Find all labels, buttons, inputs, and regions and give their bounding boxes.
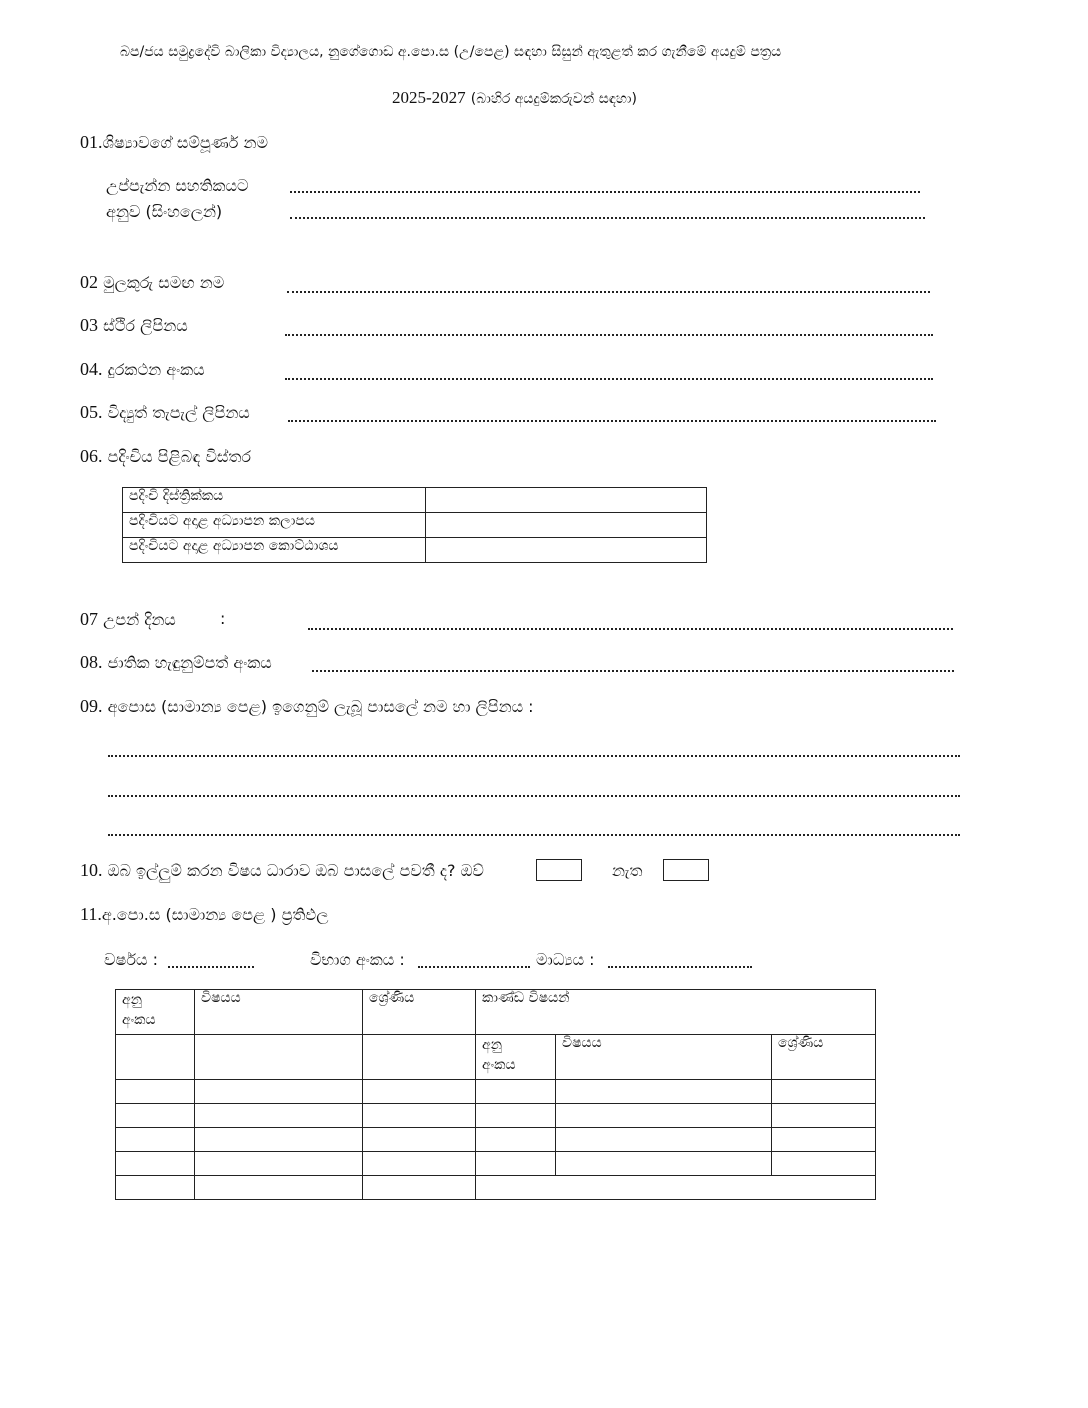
q03-number: 03 — [80, 315, 98, 335]
table-row — [116, 1152, 876, 1176]
table-cell[interactable] — [363, 1176, 476, 1200]
full-name-line-2[interactable] — [290, 217, 925, 219]
table-cell[interactable] — [116, 1176, 195, 1200]
q09-heading — [80, 696, 534, 717]
permanent-address-line[interactable] — [285, 334, 933, 336]
table-cell[interactable] — [772, 1104, 876, 1128]
table-cell[interactable] — [476, 1104, 556, 1128]
table-cell[interactable] — [195, 1035, 363, 1080]
q01-sub-label-2: අනුව (සිංහලෙන්) — [106, 202, 223, 221]
table-cell[interactable] — [556, 1128, 772, 1152]
table-cell[interactable] — [195, 1080, 363, 1104]
q09-number: 09. — [80, 696, 103, 716]
table-cell[interactable] — [195, 1176, 363, 1200]
residence-district-label: පදිංචි දිස්ත්‍රික්කය — [123, 488, 426, 513]
q02-label: මුලකුරු සමඟ නම — [103, 273, 225, 292]
nic-number-line[interactable] — [312, 670, 954, 672]
table-cell[interactable] — [363, 1104, 476, 1128]
q10-label: ඔබ ඉල්ලුම් කරන විෂය ධාරාව ඔබ පාසලේ පවතී ද? ඔව් — [107, 861, 484, 880]
table-cell[interactable] — [556, 1104, 772, 1128]
table-cell[interactable] — [116, 1128, 195, 1152]
table-cell[interactable] — [363, 1035, 476, 1080]
q05-label: විද්‍යුත් තැපැල් ලිපිනය — [107, 403, 250, 422]
col-grade-header: ශ්‍රේණිය — [363, 990, 476, 1035]
q04-number: 04. — [80, 359, 103, 379]
exam-medium-field[interactable] — [608, 966, 752, 968]
table-cell[interactable] — [116, 1080, 195, 1104]
phone-number-line[interactable] — [285, 378, 933, 380]
q07-colon: : — [220, 609, 226, 628]
q07-number: 07 — [80, 609, 98, 629]
q07-heading — [80, 609, 176, 630]
q06-label: පදිංචිය පිළිබඳ විස්තර — [107, 447, 252, 466]
education-zone-field[interactable] — [426, 513, 707, 538]
date-of-birth-line[interactable] — [308, 628, 953, 630]
table-cell[interactable] — [772, 1128, 876, 1152]
q10-no-label: නැත — [612, 861, 643, 880]
q01-heading — [80, 132, 268, 153]
q02-heading — [80, 272, 224, 293]
q08-label: ජාතික හැඳුනුම්පත් අංකය — [107, 653, 272, 672]
table-row — [116, 1104, 876, 1128]
q11-heading — [80, 904, 328, 925]
stream-no-checkbox[interactable] — [663, 859, 709, 881]
exam-index-label: විභාග අංකය : — [310, 950, 405, 969]
q08-number: 08. — [80, 652, 103, 672]
table-cell[interactable] — [363, 1152, 476, 1176]
q11-label: අ.පො.ස (සාමාන්‍ය පෙළ ) ප්‍රතිඵල — [101, 905, 329, 924]
q05-number: 05. — [80, 402, 103, 422]
academic-year: 2025-2027 — [392, 88, 466, 107]
q06-number: 06. — [80, 446, 103, 466]
exam-medium-label: මාධ්‍යය : — [536, 950, 595, 969]
exam-year-label: වර්ෂය : — [104, 950, 158, 969]
q03-label: ස්ථිර ලිපිනය — [103, 316, 188, 335]
table-cell[interactable] — [772, 1152, 876, 1176]
q01-sub-label-1: උප්පැන්න සහතිකයට — [106, 176, 249, 195]
basket-index-header: අනු අංකය — [476, 1035, 556, 1080]
residence-table — [122, 487, 707, 563]
table-cell[interactable] — [772, 1080, 876, 1104]
basket-grade-header: ශ්‍රේණිය — [772, 1035, 876, 1080]
q04-heading — [80, 359, 205, 380]
col-subject-header: විෂයය — [195, 990, 363, 1035]
table-cell[interactable] — [556, 1152, 772, 1176]
table-cell[interactable] — [476, 1128, 556, 1152]
table-cell[interactable] — [116, 1104, 195, 1128]
q09-label: අපොස (සාමාන්‍ය පෙළ) ඉගෙනුම් ලැබූ පාසලේ නම හා ලිපිනය : — [107, 697, 534, 716]
q11-number: 11. — [80, 904, 102, 924]
applicant-type: (බාහිර අයදුම්කරුවන් සඳහා) — [470, 91, 637, 107]
table-cell[interactable] — [116, 1152, 195, 1176]
education-division-label: පදිංචියට අදාළ අධ්‍යාපන කොට්ඨාශය — [123, 538, 426, 563]
school-address-line-2[interactable] — [108, 795, 960, 797]
table-cell[interactable] — [556, 1080, 772, 1104]
q10-number: 10. — [80, 860, 103, 880]
q03-heading — [80, 315, 188, 336]
q01-number: 01. — [80, 132, 103, 152]
q02-number: 02 — [80, 272, 98, 292]
table-cell[interactable] — [363, 1128, 476, 1152]
table-cell[interactable] — [195, 1104, 363, 1128]
table-row — [116, 1176, 876, 1200]
form-title: බප/ජය සමුද්‍රදේවි බාලිකා විද්‍යාලය, නුගේගොඩ අ.පො.ස (උ/පෙළ) සඳහා සිසුන් ඇතුළත් කර ගැනීමේ අයදුම් පත්‍රය — [120, 44, 782, 60]
results-table — [115, 989, 876, 1200]
q01-label: ශිෂ්‍යාවගේ සම්පූර්ණ නම — [102, 133, 268, 152]
col-index-header: අනු අංකය — [116, 990, 195, 1035]
form-subtitle — [392, 88, 637, 108]
table-row — [116, 1080, 876, 1104]
q04-label: දුරකථන අංකය — [107, 360, 205, 379]
exam-index-field[interactable] — [418, 966, 530, 968]
q05-heading — [80, 402, 250, 423]
q10-heading — [80, 860, 484, 881]
stream-yes-checkbox[interactable] — [536, 859, 582, 881]
basket-subject-header: විෂයය — [556, 1035, 772, 1080]
col-basket-header: කාණ්ඩ විෂයන් — [476, 990, 876, 1035]
school-address-line-1[interactable] — [108, 755, 960, 757]
q06-heading — [80, 446, 251, 467]
exam-year-field[interactable] — [168, 966, 254, 968]
table-row — [116, 1128, 876, 1152]
residence-district-field[interactable] — [426, 488, 707, 513]
full-name-line-1[interactable] — [290, 191, 920, 193]
name-with-initials-line[interactable] — [287, 291, 930, 293]
table-cell[interactable] — [116, 1035, 195, 1080]
table-cell[interactable] — [195, 1128, 363, 1152]
q07-label: උපන් දිනය — [103, 610, 176, 629]
education-zone-label: පදිංචියට අදාළ අධ්‍යාපන කලාපය — [123, 513, 426, 538]
email-address-line[interactable] — [288, 420, 936, 422]
q08-heading — [80, 652, 272, 673]
school-address-line-3[interactable] — [108, 834, 960, 836]
table-cell[interactable] — [476, 1080, 556, 1104]
table-cell[interactable] — [476, 1152, 556, 1176]
table-cell[interactable] — [363, 1080, 476, 1104]
education-division-field[interactable] — [426, 538, 707, 563]
table-cell[interactable] — [195, 1152, 363, 1176]
table-cell[interactable] — [476, 1176, 876, 1200]
